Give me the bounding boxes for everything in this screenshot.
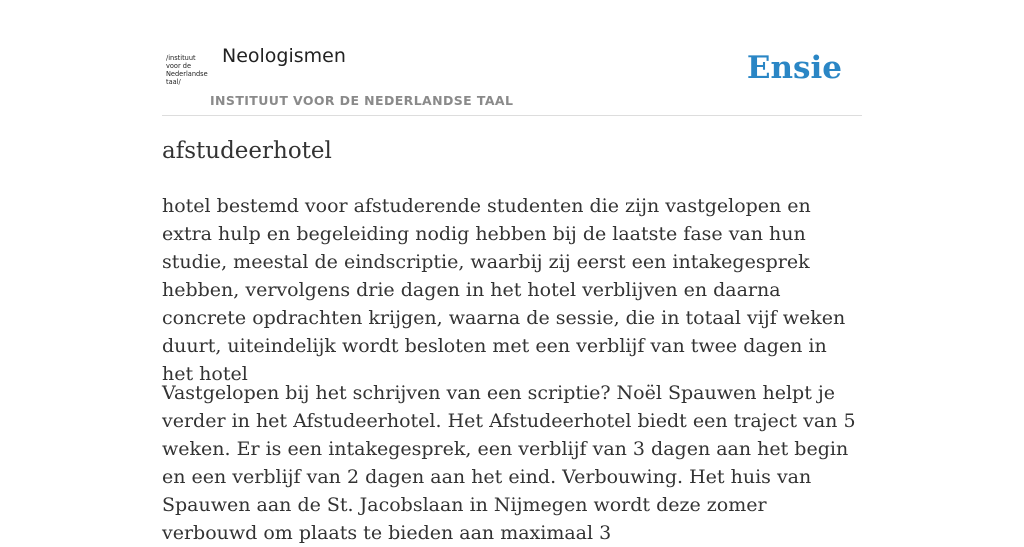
entry-definition: hotel bestemd voor afstuderende studenten die zijn vastgelopen en extra hulp en begeleiding nodig hebben bij de laatste fase van hun studie, meestal de eindscriptie, waarbij zij eerst een intakegesprek hebben, vervolgens drie dagen in het hotel verblijven en daarna concrete opdrachten krijgen, waarna de sessie, die in totaal vijf weken duurt, uiteindelijk wordt besloten met een verblijf van twee dagen in het hotel bbox=[162, 195, 846, 385]
logo-line: Nederlandse bbox=[166, 70, 208, 78]
content-container bbox=[162, 0, 862, 544]
logo-line: voor de bbox=[166, 62, 192, 70]
site-title[interactable]: Neologismen bbox=[222, 45, 346, 67]
ensie-brand-logo[interactable]: Ensie bbox=[746, 50, 842, 86]
entry-headword: afstudeerhotel bbox=[162, 138, 332, 164]
logo-line: taal/ bbox=[166, 78, 181, 86]
ivdnt-logo[interactable] bbox=[166, 54, 210, 90]
logo-line: /instituut bbox=[166, 54, 196, 62]
site-header bbox=[162, 0, 862, 116]
institute-name: INSTITUUT VOOR DE NEDERLANDSE TAAL bbox=[210, 93, 514, 108]
entry-quote: Vastgelopen bij het schrijven van een scriptie? Noël Spauwen helpt je verder in het Afstudeerhotel. Het Afstudeerhotel biedt een traject van 5 weken. Er is een intakegesprek, een verblijf van 3 dagen aan het begin en een verblijf van 2 dagen aan het eind. Verbouwing. Het huis van Spauwen aan de St. Jacobslaan in Nijmegen wordt deze zomer verbouwd om plaats te bieden aan maximaal 3 bbox=[162, 382, 856, 544]
